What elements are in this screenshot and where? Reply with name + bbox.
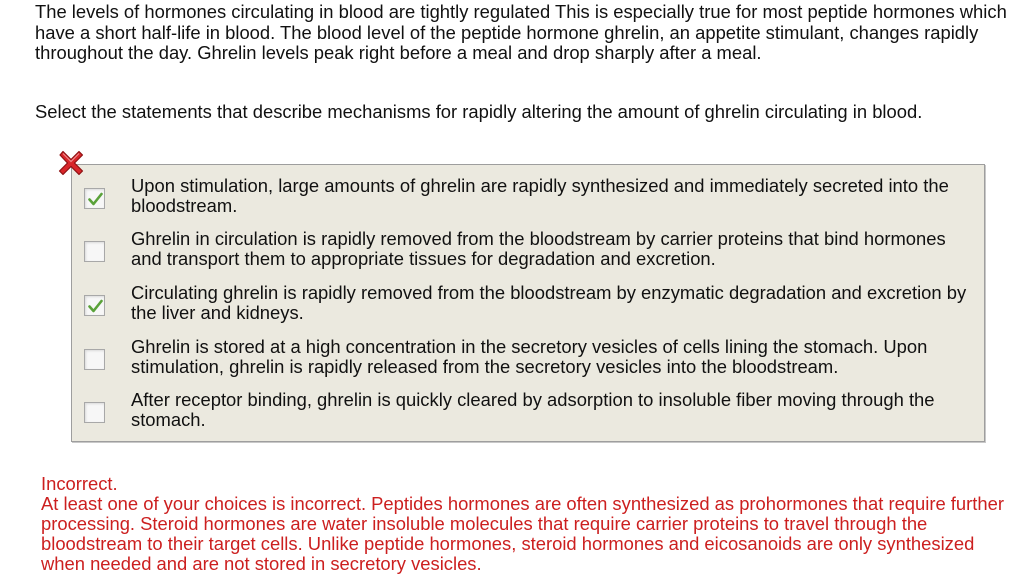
check-icon	[86, 190, 105, 209]
option-5-text: After receptor binding, ghrelin is quickly cleared by adsorption to insoluble fiber moving through the stomach.	[131, 389, 935, 430]
option-5-checkbox[interactable]	[84, 402, 105, 423]
option-2-checkbox[interactable]	[84, 241, 105, 262]
option-3-text: Circulating ghrelin is rapidly removed from the bloodstream by enzymatic degradation and excretion by the liver and kidneys.	[131, 282, 967, 323]
feedback-status: Incorrect.	[41, 473, 118, 494]
option-2-text: Ghrelin in circulation is rapidly removed from the bloodstream by carrier proteins that bind hormones and transport them to appropriate tissues for degradation and excretion.	[131, 228, 946, 269]
option-3-checkbox[interactable]	[84, 295, 105, 316]
options-panel	[71, 164, 985, 442]
feedback-message: At least one of your choices is incorrect. Peptides hormones are often synthesized as prohormones that require further processing. Steroid hormones are water insoluble molecules that require carrier proteins to travel through the bloodstream to their target cells. Unlike peptide hormones, steroid hormones and eicosanoids are only synthesized when needed and are not stored in secretory vesicles.	[41, 493, 1004, 574]
red-x-icon	[56, 148, 86, 178]
feedback-box	[41, 474, 1011, 574]
option-1-checkbox[interactable]	[84, 188, 105, 209]
option-4-text: Ghrelin is stored at a high concentration in the secretory vesicles of cells lining the stomach. Upon stimulation, ghrelin is rapidly released from the secretory vesicles into the bloodstream.	[131, 336, 928, 377]
option-1-text: Upon stimulation, large amounts of ghrelin are rapidly synthesized and immediately secreted into the bloodstream.	[131, 175, 949, 216]
check-icon	[86, 297, 105, 316]
option-4-checkbox[interactable]	[84, 349, 105, 370]
question-instruction: Select the statements that describe mechanisms for rapidly altering the amount of ghrelin circulating in blood.	[35, 101, 923, 122]
question-intro: The levels of hormones circulating in blood are tightly regulated This is especially true for most peptide hormones which have a short half-life in blood. The blood level of the peptide hormone ghrelin, an appetite stimulant, changes rapidly throughout the day. Ghrelin levels peak right before a meal and drop sharply after a meal.	[35, 1, 1007, 63]
